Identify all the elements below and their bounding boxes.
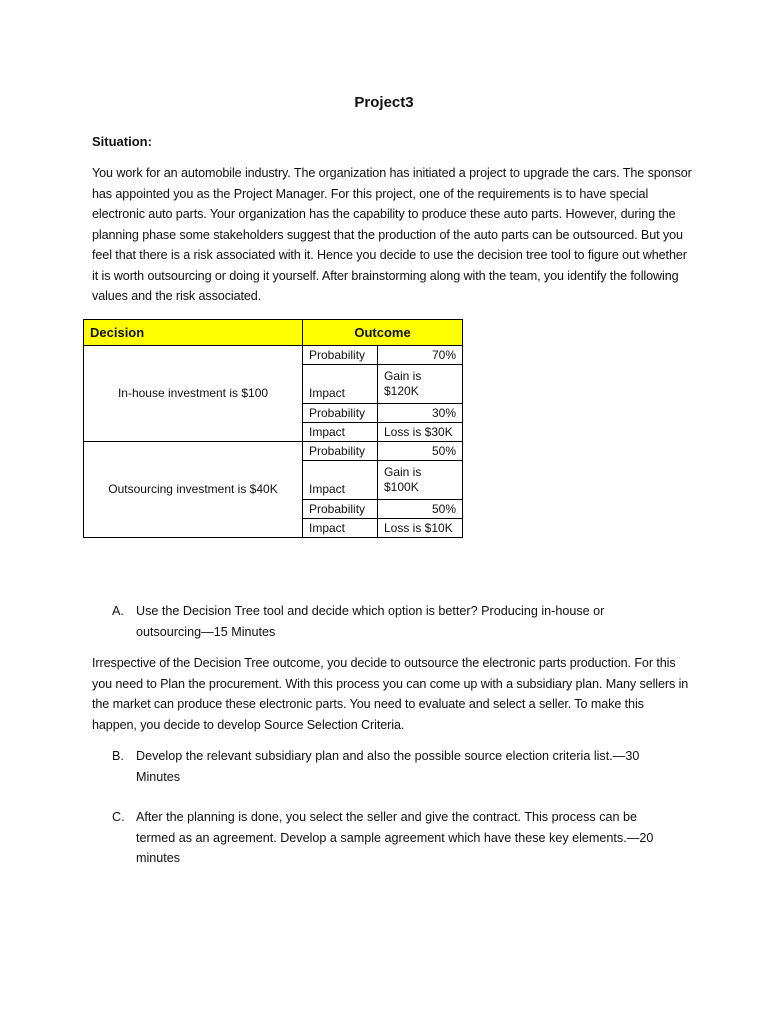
question-letter: C. xyxy=(112,810,125,824)
table-row xyxy=(84,346,463,365)
probability-value: 70% xyxy=(378,346,463,365)
decision-cell: Outsourcing investment is $40K xyxy=(84,442,303,538)
question-text: Develop the relevant subsidiary plan and also the possible source election criteria list.—30 Minutes xyxy=(136,749,640,784)
question-letter: B. xyxy=(112,749,124,763)
probability-value: 50% xyxy=(378,442,463,461)
decision-cell: In-house investment is $100 xyxy=(84,346,303,442)
question-letter: A. xyxy=(112,604,124,618)
probability-value: 50% xyxy=(378,500,463,519)
impact-label: Impact xyxy=(303,365,378,404)
document-title: Project3 xyxy=(354,94,414,111)
probability-label: Probability xyxy=(303,404,378,423)
table-header-row xyxy=(84,320,463,346)
impact-value: Gain is $120K xyxy=(378,365,463,404)
question-a xyxy=(112,601,672,642)
table-row xyxy=(84,442,463,461)
question-text: Use the Decision Tree tool and decide which option is better? Producing in-house or outsourcing—15 Minutes xyxy=(136,604,605,639)
situation-paragraph: You work for an automobile industry. The organization has initiated a project to upgrade the cars. The sponsor has appointed you as the Project Manager. For this project, one of the requirements is to have special electronic auto parts. Your organization has the capability to produce these auto parts. However, during the planning phase some stakeholders suggest that the production of the auto parts can be outsourced. But you feel that there is a risk associated with it. Hence you decide to use the decision tree tool to figure out whether it is worth outsourcing or doing it yourself. After brainstorming along with the team, you identify the following values and the risk associated. xyxy=(92,166,692,303)
probability-label: Probability xyxy=(303,442,378,461)
impact-label: Impact xyxy=(303,423,378,442)
situation-heading: Situation: xyxy=(92,134,152,149)
impact-value: Loss is $30K xyxy=(378,423,463,442)
impact-value: Loss is $10K xyxy=(378,519,463,538)
header-decision: Decision xyxy=(84,320,303,346)
procurement-paragraph: Irrespective of the Decision Tree outcome, you decide to outsource the electronic parts production. For this you need to Plan the procurement. With this process you can come up with a subsidiary plan. Many sellers in the market can produce these electronic parts. You need to evaluate and select a seller. To make this happen, you decide to develop Source Selection Criteria. xyxy=(92,656,689,732)
decision-table xyxy=(83,319,463,538)
impact-value: Gain is $100K xyxy=(378,461,463,500)
question-c xyxy=(112,807,672,869)
impact-label: Impact xyxy=(303,519,378,538)
probability-value: 30% xyxy=(378,404,463,423)
impact-label: Impact xyxy=(303,461,378,500)
probability-label: Probability xyxy=(303,346,378,365)
question-b xyxy=(112,746,672,787)
probability-label: Probability xyxy=(303,500,378,519)
question-text: After the planning is done, you select the seller and give the contract. This process can be termed as an agreement. Develop a sample agreement which have these key elements.—20 minutes xyxy=(136,810,654,865)
header-outcome: Outcome xyxy=(303,320,463,346)
